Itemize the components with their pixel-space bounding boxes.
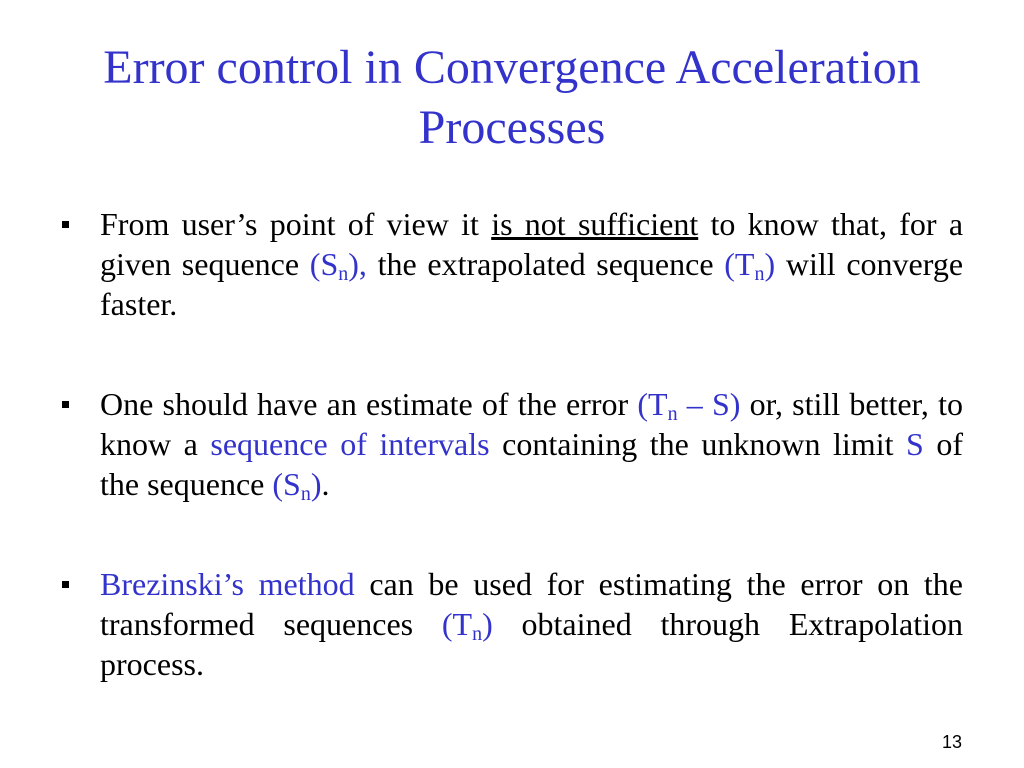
bullet-item-3 (58, 564, 963, 684)
text-run: can be used for estimating the error on the transformed sequences (100, 566, 964, 642)
math-text: ) (764, 246, 776, 282)
math-subscript: n (667, 403, 678, 425)
text-run: obtained through Extrapolation process. (100, 606, 963, 682)
text-run: . (321, 466, 330, 502)
math-subscript: n (300, 483, 311, 505)
math-error-expression (637, 386, 741, 425)
square-bullet-icon (62, 581, 69, 588)
bullet-item-2 (58, 384, 963, 504)
math-sequence-s (309, 246, 367, 285)
math-subscript: n (472, 623, 483, 645)
math-text: (S (309, 246, 339, 282)
math-text: ) (482, 606, 493, 642)
text-run: One should have an estimate of the error (100, 386, 638, 422)
page-number: 13 (941, 732, 963, 752)
text-run: or, still better, to know a (100, 386, 964, 462)
square-bullet-icon (62, 401, 69, 408)
math-text: (T (724, 246, 755, 282)
math-subscript: n (754, 263, 765, 285)
math-text: (T (441, 606, 473, 642)
math-sequence-s (272, 466, 322, 505)
highlighted-phrase: sequence of intervals (210, 426, 490, 462)
title-line-2: Processes (418, 101, 606, 154)
bullet-item-1 (58, 204, 963, 324)
math-sequence-t (441, 606, 493, 645)
square-bullet-icon (62, 221, 69, 228)
text-run: will converge faster. (100, 246, 964, 322)
text-run: From user’s point of view it (100, 206, 492, 242)
math-text: (T (637, 386, 668, 422)
text-run: of the sequence (100, 426, 964, 502)
bullet-list (58, 204, 963, 684)
math-text: ) (310, 466, 322, 502)
underlined-phrase: is not sufficient (491, 206, 699, 242)
math-subscript: n (338, 263, 349, 285)
math-limit-s: S (906, 426, 924, 462)
text-run: the extrapolated sequence (366, 246, 725, 282)
math-text: ), (348, 246, 367, 282)
slide-title (0, 38, 1024, 158)
title-line-1: Error control in Convergence Acceleration (103, 41, 921, 94)
math-text: (S (272, 466, 301, 502)
math-sequence-t (724, 246, 776, 285)
text-run: containing the unknown limit (489, 426, 907, 462)
text-run: to know that, for a given sequence (100, 206, 964, 282)
math-text: – S) (677, 386, 741, 422)
highlighted-phrase: Brezinski’s method (100, 566, 355, 602)
